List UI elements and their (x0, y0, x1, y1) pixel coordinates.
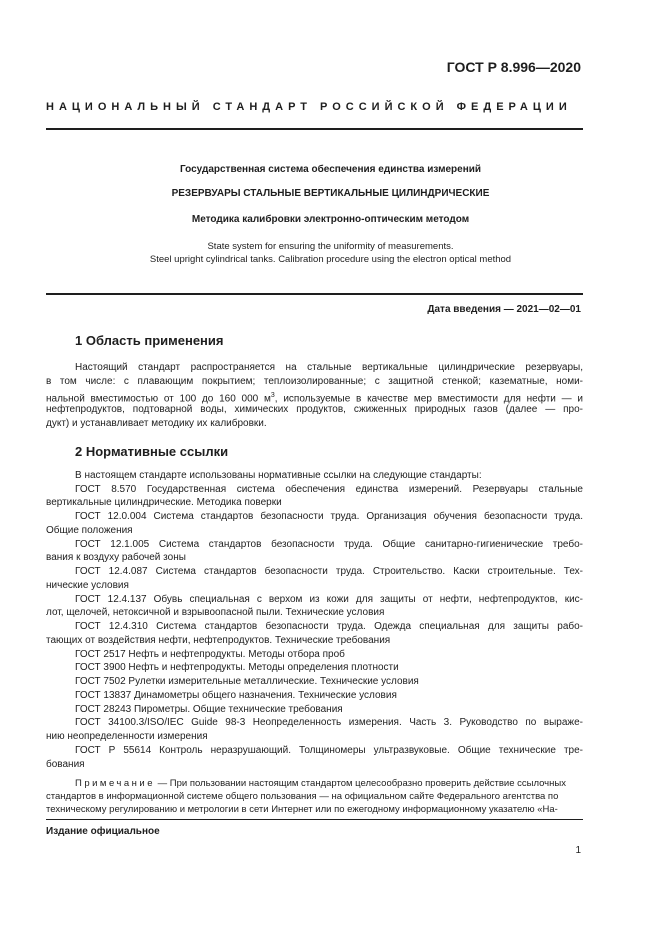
national-standard-line: НАЦИОНАЛЬНЫЙ СТАНДАРТ РОССИЙСКОЙ ФЕДЕРАЦИИ (46, 101, 572, 113)
reference-line: ГОСТ 28243 Пирометры. Общие технические требования (75, 704, 343, 715)
footer-rule (46, 819, 583, 820)
reference-line: ГОСТ 8.570 Государственная система обеспечения единства измерений. Резервуары стальные (75, 484, 583, 495)
header-rule (46, 128, 583, 130)
reference-line: Общие положения (46, 525, 133, 536)
section-1-line: Настоящий стандарт распространяется на стальные вертикальные цилиндрические резервуары, (75, 362, 583, 373)
section-1-heading: 1 Область применения (75, 333, 224, 348)
note-line: стандартов в информационной системе общего пользования — на официальном сайте Федерального агентства по (46, 791, 559, 802)
reference-line: ГОСТ 7502 Рулетки измерительные металлические. Технические условия (75, 676, 419, 687)
reference-line: ГОСТ 12.0.004 Система стандартов безопасности труда. Организация обучения безопасности труда. (75, 511, 583, 522)
reference-line: ГОСТ 12.4.137 Обувь специальная с верхом из кожи для защиты от нефти, нефтепродуктов, кис- (75, 594, 583, 605)
title-method: Методика калибровки электронно-оптическим методом (191, 214, 470, 225)
official-edition: Издание официальное (46, 826, 160, 837)
standard-number: ГОСТ Р 8.996—2020 (446, 59, 581, 75)
reference-line: нию неопределенности измерения (46, 731, 208, 742)
reference-line: ГОСТ 34100.3/ISO/IEC Guide 98-3 Неопределенность измерения. Часть 3. Руководство по выраже- (75, 717, 583, 728)
note-line: техническому регулированию и метрологии в сети Интернет или по ежегодному информационному указателю «На- (46, 804, 558, 815)
reference-line: лот, щелочей, нетоксичной и взрывоопасной пыли. Технические условия (46, 607, 385, 618)
reference-line: ГОСТ 12.4.087 Система стандартов безопасности труда. Строительство. Каски строительные. Тех- (75, 566, 583, 577)
reference-line: ГОСТ 12.4.310 Система стандартов безопасности труда. Одежда специальная для защиты рабо- (75, 621, 583, 632)
title-main: РЕЗЕРВУАРЫ СТАЛЬНЫЕ ВЕРТИКАЛЬНЫЕ ЦИЛИНДРИЧЕСКИЕ (171, 188, 490, 199)
reference-line: вертикальные цилиндрические. Методика поверки (46, 497, 282, 508)
title-system: Государственная система обеспечения единства измерений (179, 164, 482, 175)
page-number: 1 (575, 845, 581, 856)
reference-line: ГОСТ 12.1.005 Система стандартов безопасности труда. Общие санитарно-гигиенические требо- (75, 539, 583, 550)
reference-line: тающих от воздействия нефти, нефтепродуктов. Технические требования (46, 635, 391, 646)
reference-line: бования (46, 759, 85, 770)
reference-line: ГОСТ 13837 Динамометры общего назначения. Технические условия (75, 690, 397, 701)
effective-date: Дата введения — 2021—02—01 (427, 304, 581, 315)
title-english-2: Steel upright cylindrical tanks. Calibration procedure using the electron optical method (149, 254, 512, 265)
note-text: — При пользовании настоящим стандартом целесообразно проверить действие ссылочных (155, 778, 566, 789)
section-1-line-part: нальной вместимостью от 100 до 160 000 м (46, 393, 271, 405)
reference-line: нические условия (46, 580, 129, 591)
reference-line: ГОСТ 2517 Нефть и нефтепродукты. Методы отбора проб (75, 649, 345, 660)
section-1-line: в том числе: с плавающим покрытием; теплоизолированные; с защитной стенкой; казематные, номи- (46, 376, 583, 387)
reference-line: ГОСТ Р 55614 Контроль неразрушающий. Толщиномеры ультразвуковые. Общие технические тре- (75, 745, 583, 756)
reference-line: вания к воздуху рабочей зоны (46, 552, 186, 563)
section-1-line: нефтепродуктов, подтоварной воды, химических продуктов, сжиженных природных газов (далее — про- (46, 404, 583, 415)
section-1-line: дукт) и устанавливает методику их калибровки. (46, 418, 267, 429)
note-label: Примечание (75, 778, 155, 789)
section-1-line-part: , используемые в качестве мер вместимости для нефти — и (274, 393, 583, 405)
reference-line: В настоящем стандарте использованы нормативные ссылки на следующие стандарты: (75, 470, 482, 481)
title-english-1: State system for ensuring the uniformity of measurements. (207, 241, 454, 252)
section-2-heading: 2 Нормативные ссылки (75, 444, 229, 459)
superscript: 3 (270, 392, 275, 399)
title-rule (46, 293, 583, 295)
note-line (75, 778, 566, 789)
reference-line: ГОСТ 3900 Нефть и нефтепродукты. Методы определения плотности (75, 662, 399, 673)
